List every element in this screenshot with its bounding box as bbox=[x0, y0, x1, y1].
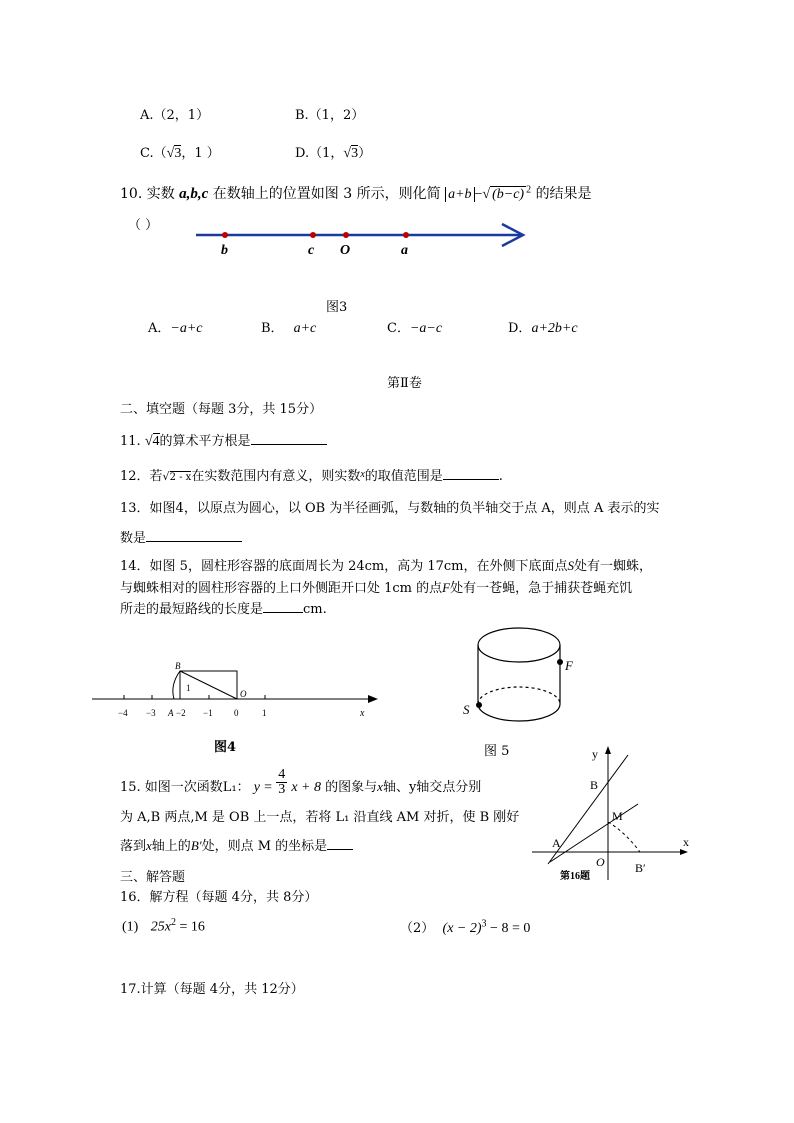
fig3-caption: 图3 bbox=[326, 300, 348, 315]
figure-4 bbox=[90, 660, 380, 722]
q15-answer-blank bbox=[327, 849, 353, 850]
fig4-tick-neg3: −3 bbox=[146, 708, 156, 718]
point-a bbox=[403, 232, 409, 238]
fig4-tick-neg2: −2 bbox=[176, 708, 186, 718]
q16-title: 16．解方程（每题 4分，共 8分） bbox=[120, 890, 318, 905]
label-c: c bbox=[308, 243, 315, 258]
q15-line2: 为 A,B 两点,M 是 OB 上一点，若将 L₁ 沿直线 AM 对折，使 B 刚好 bbox=[120, 810, 520, 825]
q14-line2: 与蜘蛛相对的圆柱形容器的上口外侧距开口处 1cm 的点F处有一苍蝇，急于捕获苍蝇充饥 bbox=[120, 580, 633, 596]
point-o bbox=[343, 232, 349, 238]
line-am bbox=[550, 804, 638, 862]
label-a: a bbox=[401, 243, 408, 258]
fig4-axis-x-label: x bbox=[360, 708, 365, 719]
fig5-label-f: F bbox=[565, 658, 573, 673]
q13-line2: 数是 bbox=[120, 527, 242, 546]
fig16-label-o: O bbox=[596, 855, 605, 869]
q14-line3: 所走的最短路线的长度是 cm. bbox=[120, 602, 327, 617]
q14-line1: 14．如图 5，圆柱形容器的底面周长为 24cm，高为 17cm，在外侧下底面点S处有一蜘蛛， bbox=[120, 558, 653, 574]
fig16-label-a: A bbox=[552, 836, 561, 850]
q15-line1: 15. 如图一次函数L₁： y = $\frac{4}{3}$ x + 8 的图象与x轴、y轴交点分别 bbox=[120, 767, 482, 797]
q9-option-b: B.（1，2） bbox=[295, 108, 365, 123]
q12: 12．若√2 - x在实数范围内有意义，则实数$^x$的取值范围是 . bbox=[120, 469, 503, 484]
point-f bbox=[557, 659, 563, 665]
point-c bbox=[310, 232, 316, 238]
q10-number-line bbox=[190, 222, 530, 262]
q16-part1: (1) $25x^2 = 16$ bbox=[122, 917, 205, 935]
section2-heading: 二、填空题（每题 3分，共 15分） bbox=[120, 402, 323, 417]
fig4-tick-neg1: −1 bbox=[203, 708, 213, 718]
q9-option-c: C.（√3，1 ） bbox=[140, 146, 220, 161]
q13-line1: 13．如图4，以原点为圆心，以 OB 为半径画弧，与数轴的负半轴交于点 A，则点 A 表示的实 bbox=[120, 501, 660, 516]
q11: 11. √4的算术平方根是 bbox=[120, 430, 327, 450]
q13-answer-blank bbox=[146, 541, 242, 542]
q9-option-a: A.（2，1） bbox=[140, 108, 210, 123]
q10-option-c: C．−a−c bbox=[387, 321, 443, 336]
fig5-label-s: S bbox=[463, 702, 470, 717]
fig16-axis-x: x bbox=[683, 835, 689, 849]
q10-option-a: A．−a+c bbox=[148, 321, 203, 336]
point-b bbox=[222, 232, 228, 238]
q10-option-d: D．a+2b+c bbox=[508, 321, 578, 336]
fig16-label-b: B bbox=[590, 778, 599, 792]
label-b: b bbox=[221, 243, 228, 258]
fig5-caption: 图 5 bbox=[484, 744, 510, 759]
q17-title: 17.计算（每题 4分，共 12分） bbox=[120, 982, 304, 997]
figure-16 bbox=[530, 742, 695, 882]
figure-5-cylinder bbox=[455, 620, 585, 740]
q9-option-d: D.（1，√3） bbox=[295, 146, 372, 161]
fig16-label-bprime: B′ bbox=[635, 861, 646, 875]
fig16-axis-y: y bbox=[592, 747, 598, 761]
fig4-tick-0: 0 bbox=[234, 708, 239, 718]
q14-answer-blank bbox=[263, 612, 303, 613]
fig4-tick-neg4: −4 bbox=[118, 708, 128, 718]
q10-stem: 10. 实数 a,b,c 在数轴上的位置如图 3 所示，则化简 a+b −√ (b−c) $^2$ 的结果是 bbox=[120, 184, 592, 202]
q12-answer-blank bbox=[443, 479, 499, 480]
fig4-label-o: O bbox=[240, 689, 247, 699]
label-o: O bbox=[340, 243, 351, 258]
point-s bbox=[476, 702, 482, 708]
fig4-caption: 图4 bbox=[214, 740, 237, 755]
fig16-caption: 第16题 bbox=[560, 871, 590, 882]
q10-answer-paren: （ ） bbox=[128, 218, 159, 233]
section3-heading: 三、解答题 bbox=[120, 870, 186, 885]
fig4-arc bbox=[173, 671, 180, 699]
q15-line3: 落到x轴上的B′处，则点 M 的坐标是 bbox=[120, 835, 353, 854]
fold-arc bbox=[608, 822, 640, 852]
fig4-tick-1: 1 bbox=[262, 708, 267, 718]
q16-part2: （2） $(x - 2)^3 - 8 = 0$ bbox=[400, 918, 531, 936]
q10-option-b: B． a+c bbox=[261, 321, 317, 336]
q11-answer-blank bbox=[251, 444, 327, 445]
fig16-label-m: M bbox=[612, 809, 623, 823]
section2-title: 第Ⅱ卷 bbox=[387, 376, 422, 391]
fig4-tick-a: A bbox=[168, 708, 174, 718]
fig4-label-1: 1 bbox=[186, 683, 191, 693]
fig4-label-b: B bbox=[175, 661, 181, 671]
